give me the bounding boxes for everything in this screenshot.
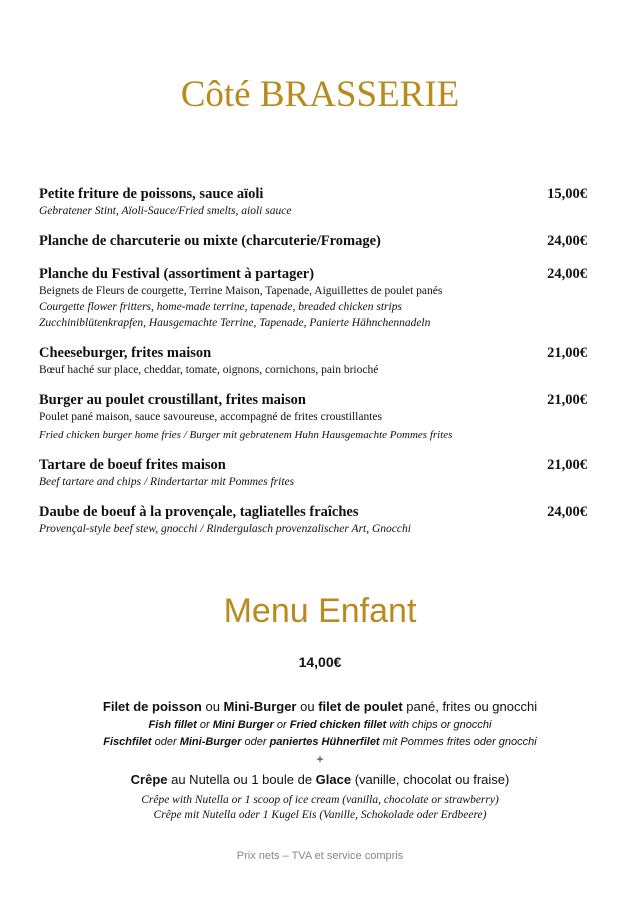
menu-item [39,265,587,331]
dessert-fr [0,770,640,790]
connector: oder [241,736,270,748]
item-name: Daube de boeuf à la provençale, tagliatelles fraîches [39,504,359,520]
item-description: Provençal-style beef stew, gnocchi / Rindergulasch provenzalischer Art, Gnocchi [39,523,411,535]
option-fish: Fish fillet [148,719,197,731]
item-description-de: Zucchiniblütenkrapfen, Hausgemachte Terrine, Tapenade, Panierte Hähnchennadeln [39,317,431,329]
item-name: Tartare de boeuf frites maison [39,457,226,473]
side-text: pané, frites ou gnocchi [402,699,538,714]
option-burger: Mini Burger [212,719,274,731]
flavors: (vanille, chocolat ou fraise) [351,772,510,787]
option-chicken: paniertes Hühnerfilet [269,736,380,748]
menu-item [39,232,587,250]
option-burger: Mini-Burger [223,699,297,714]
menu-item [39,456,587,490]
item-name: Cheeseburger, frites maison [39,345,212,361]
menu-items-list [39,185,587,550]
option-crepe: Crêpe [130,772,168,787]
plus-sign: + [316,752,324,766]
item-description: Bœuf haché sur place, cheddar, tomate, oignons, cornichons, pain brioché [39,364,379,376]
option-fish: Fischfilet [103,736,152,748]
item-description: Poulet pané maison, sauce savoureuse, accompagné de frites croustillantes [39,411,382,423]
section-title-brasserie: Côté BRASSERIE [180,74,460,115]
option-chicken: Fried chicken fillet [289,719,387,731]
connector: or [196,719,213,731]
item-name: Planche du Festival (assortiment à partager) [39,266,315,282]
menu-enfant-price: 14,00€ [298,654,342,670]
menu-item [39,185,587,219]
item-price: 24,00€ [547,504,587,520]
item-name: Petite friture de poissons, sauce aïoli [39,186,264,202]
menu-item [39,391,587,443]
side-text: mit Pommes frites oder gnocchi [379,736,537,748]
section-title-menu-enfant: Menu Enfant [223,592,417,630]
dessert-de: Crêpe mit Nutella oder 1 Kugel Eis (Vanille, Schokolade oder Erdbeere) [153,809,487,821]
item-name: Planche de charcuterie ou mixte (charcuterie/Fromage) [39,233,381,249]
menu-item [39,344,587,378]
item-price: 24,00€ [547,233,587,249]
option-fish: Filet de poisson [102,699,202,714]
main-course-fr [0,697,640,717]
connector: ou [296,699,319,714]
item-description: Gebratener Stint, Aïoli-Sauce/Fried smelts, aioli sauce [39,205,292,217]
item-price: 15,00€ [547,186,587,202]
item-name: Burger au poulet croustillant, frites maison [39,392,306,408]
item-price: 21,00€ [547,457,587,473]
connector: or [273,719,290,731]
item-description: Beignets de Fleurs de courgette, Terrine Maison, Tapenade, Aiguillettes de poulet panés [39,285,443,297]
option-glace: Glace [315,772,352,787]
item-description-translation: Fried chicken burger home fries / Burger mit gebratenem Huhn Hausgemachte Pommes frites [39,429,453,441]
menu-enfant-details [0,697,640,823]
footer-note: Prix nets – TVA et service compris [236,850,404,862]
item-description-en: Courgette flower fritters, home-made terrine, tapenade, breaded chicken strips [39,301,402,313]
item-price: 21,00€ [547,345,587,361]
item-price: 21,00€ [547,392,587,408]
item-price: 24,00€ [547,266,587,282]
main-course-en [0,717,640,734]
menu-item [39,503,587,537]
main-course-de [0,734,640,751]
connector: ou [201,699,224,714]
side-text: with chips or gnocchi [386,719,492,731]
connector: au Nutella ou 1 boule de [167,772,316,787]
item-description: Beef tartare and chips / Rindertartar mit Pommes frites [39,476,295,488]
dessert-en: Crêpe with Nutella or 1 scoop of ice cream (vanilla, chocolate or strawberry) [141,794,499,806]
connector: oder [151,736,180,748]
option-burger: Mini-Burger [179,736,242,748]
option-chicken: filet de poulet [318,699,403,714]
